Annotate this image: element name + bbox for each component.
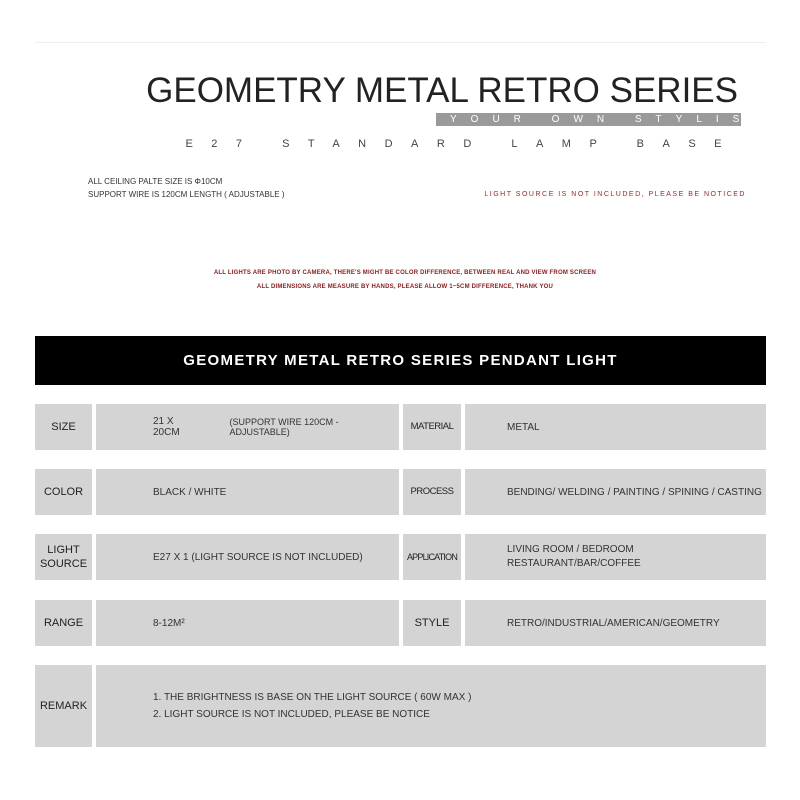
ceiling-plate-note: ALL CEILING PALTE SIZE IS Φ10CM bbox=[88, 177, 223, 186]
color-value: BLACK / WHITE bbox=[96, 469, 399, 515]
tagline-bar: YOUR OWN STYLISH bbox=[436, 113, 741, 126]
size-dimensions: 21 X 20CM bbox=[153, 416, 180, 438]
color-label: COLOR bbox=[35, 469, 92, 515]
dimension-note: ALL DIMENSIONS ARE MEASURE BY HANDS, PLEASE ALLOW 1~5CM DIFFERENCE, THANK YOU bbox=[256, 284, 554, 290]
light-source-value: E27 X 1 (LIGHT SOURCE IS NOT INCLUDED) bbox=[96, 534, 399, 580]
page-title: GEOMETRY METAL RETRO SERIES bbox=[146, 71, 738, 110]
remark-label: REMARK bbox=[35, 665, 92, 747]
style-value: RETRO/INDUSTRIAL/AMERICAN/GEOMETRY bbox=[465, 600, 766, 646]
process-label: PROCESS bbox=[403, 469, 461, 515]
remark-value bbox=[96, 665, 766, 747]
size-label: SIZE bbox=[35, 404, 92, 450]
support-wire-note: SUPPORT WIRE IS 120CM LENGTH ( ADJUSTABLE ) bbox=[88, 190, 285, 199]
light-source-label bbox=[35, 534, 92, 580]
application-line1: LIVING ROOM / BEDROOM bbox=[507, 544, 634, 555]
application-line2: RESTAURANT/BAR/COFFEE bbox=[507, 558, 641, 569]
size-wire-note: (SUPPORT WIRE 120CM - ADJUSTABLE) bbox=[229, 417, 339, 437]
disclaimer-notes bbox=[0, 266, 800, 294]
application-label: APPLICATION bbox=[403, 534, 461, 580]
remark-line2: 2. LIGHT SOURCE IS NOT INCLUDED, PLEASE BE NOTICE bbox=[153, 709, 430, 720]
range-label: RANGE bbox=[35, 600, 92, 646]
light-source-label-line1: LIGHT bbox=[47, 544, 80, 556]
color-difference-note: ALL LIGHTS ARE PHOTO BY CAMERA, THERE'S MIGHT BE COLOR DIFFERENCE, BETWEEN REAL AND VIEW FROM SCREEN bbox=[213, 270, 597, 276]
process-value: BENDING/ WELDING / PAINTING / SPINING / CASTING bbox=[465, 469, 766, 515]
application-value bbox=[465, 534, 766, 580]
size-value bbox=[96, 404, 399, 450]
spec-banner: GEOMETRY METAL RETRO SERIES PENDANT LIGHT bbox=[35, 336, 766, 385]
light-source-notice: LIGHT SOURCE IS NOT INCLUDED, PLEASE BE NOTICED bbox=[484, 191, 746, 198]
ceiling-notes bbox=[88, 175, 285, 201]
lamp-base-subtitle: E27 STANDARD LAMP BASE bbox=[185, 138, 740, 150]
style-label: STYLE bbox=[403, 600, 461, 646]
remark-line1: 1. THE BRIGHTNESS IS BASE ON THE LIGHT SOURCE ( 60W MAX ) bbox=[153, 692, 472, 703]
material-label: MATERIAL bbox=[403, 404, 461, 450]
top-divider bbox=[35, 42, 766, 43]
range-value: 8-12M² bbox=[96, 600, 399, 646]
light-source-label-line2: SOURCE bbox=[39, 558, 88, 570]
material-value: METAL bbox=[465, 404, 766, 450]
